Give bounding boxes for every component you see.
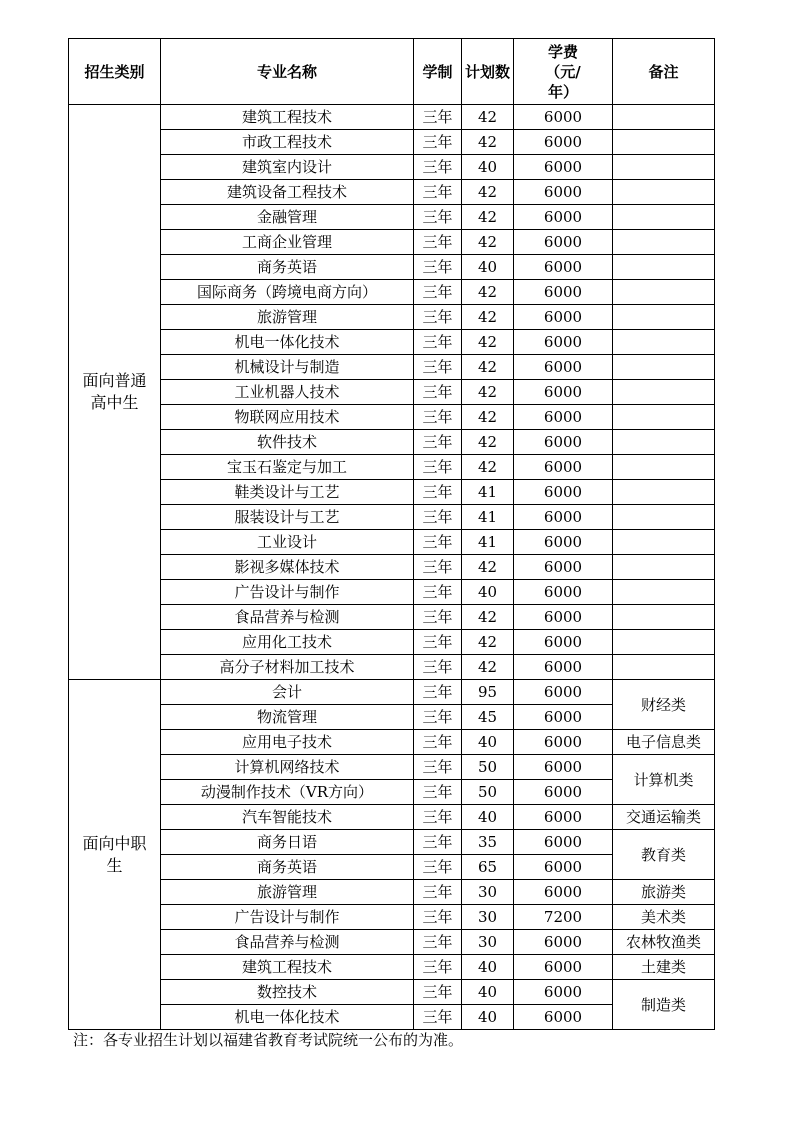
duration-cell: 三年 [414,305,462,330]
major-cell: 广告设计与制作 [161,580,414,605]
plan-cell: 41 [462,530,514,555]
table-row [69,955,715,980]
plan-cell: 40 [462,255,514,280]
major-cell: 软件技术 [161,430,414,455]
duration-cell: 三年 [414,355,462,380]
duration-cell: 三年 [414,155,462,180]
major-cell: 国际商务（跨境电商方向） [161,280,414,305]
major-cell: 物流管理 [161,705,414,730]
table-row [69,455,715,480]
plan-cell: 42 [462,330,514,355]
duration-cell: 三年 [414,905,462,930]
fee-cell: 6000 [514,980,613,1005]
major-cell: 食品营养与检测 [161,930,414,955]
major-cell: 商务英语 [161,255,414,280]
table-row [69,530,715,555]
table-row [69,830,715,855]
header-major: 专业名称 [161,39,414,105]
header-duration: 学制 [414,39,462,105]
fee-cell: 6000 [514,630,613,655]
major-cell: 金融管理 [161,205,414,230]
note-cell [613,555,715,580]
table-row [69,280,715,305]
major-cell: 旅游管理 [161,880,414,905]
duration-cell: 三年 [414,405,462,430]
note-cell: 财经类 [613,680,715,730]
duration-cell: 三年 [414,630,462,655]
fee-cell: 6000 [514,330,613,355]
duration-cell: 三年 [414,330,462,355]
duration-cell: 三年 [414,855,462,880]
enrollment-plan-table [68,38,715,1030]
note-cell [613,205,715,230]
fee-cell: 6000 [514,505,613,530]
plan-cell: 42 [462,355,514,380]
table-row [69,355,715,380]
major-cell: 汽车智能技术 [161,805,414,830]
table-row [69,655,715,680]
major-cell: 动漫制作技术（VR方向） [161,780,414,805]
plan-cell: 40 [462,955,514,980]
table-header-row [69,39,715,105]
header-plan: 计划数 [462,39,514,105]
duration-cell: 三年 [414,130,462,155]
table-row [69,230,715,255]
table-row [69,505,715,530]
table-row [69,180,715,205]
note-cell [613,405,715,430]
note-cell: 教育类 [613,830,715,880]
table-row [69,255,715,280]
plan-cell: 41 [462,480,514,505]
duration-cell: 三年 [414,955,462,980]
duration-cell: 三年 [414,680,462,705]
major-cell: 宝玉石鉴定与加工 [161,455,414,480]
plan-cell: 30 [462,880,514,905]
note-cell: 交通运输类 [613,805,715,830]
duration-cell: 三年 [414,105,462,130]
duration-cell: 三年 [414,455,462,480]
major-cell: 工商企业管理 [161,230,414,255]
fee-cell: 6000 [514,355,613,380]
category-cell-vocational: 面向中职生 [69,680,161,1030]
major-cell: 高分子材料加工技术 [161,655,414,680]
fee-cell: 6000 [514,780,613,805]
plan-cell: 42 [462,630,514,655]
fee-cell: 6000 [514,430,613,455]
major-cell: 商务英语 [161,855,414,880]
major-cell: 物联网应用技术 [161,405,414,430]
duration-cell: 三年 [414,705,462,730]
table-row [69,680,715,705]
major-cell: 建筑室内设计 [161,155,414,180]
fee-cell: 6000 [514,855,613,880]
fee-cell: 6000 [514,455,613,480]
fee-cell: 6000 [514,205,613,230]
plan-cell: 40 [462,980,514,1005]
table-row [69,130,715,155]
duration-cell: 三年 [414,755,462,780]
major-cell: 数控技术 [161,980,414,1005]
major-cell: 机电一体化技术 [161,1005,414,1030]
plan-cell: 42 [462,430,514,455]
header-category: 招生类别 [69,39,161,105]
major-cell: 市政工程技术 [161,130,414,155]
plan-cell: 40 [462,1005,514,1030]
duration-cell: 三年 [414,980,462,1005]
note-cell: 旅游类 [613,880,715,905]
major-cell: 计算机网络技术 [161,755,414,780]
note-cell [613,180,715,205]
duration-cell: 三年 [414,930,462,955]
fee-cell: 6000 [514,680,613,705]
major-cell: 建筑设备工程技术 [161,180,414,205]
category-cell-high-school: 面向普通高中生 [69,105,161,680]
fee-cell: 6000 [514,305,613,330]
note-cell [613,655,715,680]
major-cell: 应用电子技术 [161,730,414,755]
plan-cell: 42 [462,280,514,305]
header-fee: 学费（元/年） [514,39,613,105]
plan-cell: 42 [462,180,514,205]
duration-cell: 三年 [414,805,462,830]
note-cell: 农林牧渔类 [613,930,715,955]
plan-cell: 42 [462,405,514,430]
fee-cell: 6000 [514,705,613,730]
table-row [69,580,715,605]
plan-cell: 42 [462,205,514,230]
table-row [69,330,715,355]
note-cell: 电子信息类 [613,730,715,755]
fee-cell: 6000 [514,405,613,430]
note-cell [613,255,715,280]
duration-cell: 三年 [414,1005,462,1030]
plan-cell: 50 [462,755,514,780]
duration-cell: 三年 [414,430,462,455]
duration-cell: 三年 [414,180,462,205]
duration-cell: 三年 [414,555,462,580]
fee-cell: 6000 [514,530,613,555]
note-cell [613,455,715,480]
major-cell: 建筑工程技术 [161,955,414,980]
fee-cell: 6000 [514,730,613,755]
table-row [69,905,715,930]
fee-cell: 6000 [514,930,613,955]
fee-cell: 6000 [514,480,613,505]
fee-cell: 7200 [514,905,613,930]
plan-cell: 50 [462,780,514,805]
duration-cell: 三年 [414,880,462,905]
fee-cell: 6000 [514,280,613,305]
note-cell [613,505,715,530]
plan-cell: 45 [462,705,514,730]
major-cell: 应用化工技术 [161,630,414,655]
major-cell: 建筑工程技术 [161,105,414,130]
fee-cell: 6000 [514,830,613,855]
plan-cell: 35 [462,830,514,855]
fee-cell: 6000 [514,155,613,180]
plan-cell: 41 [462,505,514,530]
plan-cell: 40 [462,580,514,605]
fee-cell: 6000 [514,955,613,980]
plan-cell: 40 [462,805,514,830]
plan-cell: 42 [462,305,514,330]
fee-cell: 6000 [514,580,613,605]
fee-cell: 6000 [514,805,613,830]
fee-cell: 6000 [514,180,613,205]
plan-cell: 30 [462,930,514,955]
duration-cell: 三年 [414,280,462,305]
fee-cell: 6000 [514,1005,613,1030]
note-cell [613,330,715,355]
plan-cell: 42 [462,230,514,255]
note-cell [613,480,715,505]
note-cell [613,380,715,405]
major-cell: 机械设计与制造 [161,355,414,380]
fee-cell: 6000 [514,605,613,630]
table-row [69,480,715,505]
table-row [69,555,715,580]
plan-cell: 40 [462,155,514,180]
fee-cell: 6000 [514,555,613,580]
major-cell: 会计 [161,680,414,705]
plan-cell: 42 [462,380,514,405]
fee-cell: 6000 [514,230,613,255]
note-cell [613,130,715,155]
major-cell: 工业设计 [161,530,414,555]
fee-cell: 6000 [514,105,613,130]
note-cell: 制造类 [613,980,715,1030]
table-row [69,980,715,1005]
table-row [69,305,715,330]
fee-cell: 6000 [514,755,613,780]
plan-cell: 40 [462,730,514,755]
plan-cell: 42 [462,130,514,155]
note-cell [613,230,715,255]
plan-cell: 42 [462,455,514,480]
duration-cell: 三年 [414,480,462,505]
major-cell: 机电一体化技术 [161,330,414,355]
note-cell [613,355,715,380]
duration-cell: 三年 [414,780,462,805]
note-cell [613,530,715,555]
fee-cell: 6000 [514,880,613,905]
note-cell [613,155,715,180]
major-cell: 影视多媒体技术 [161,555,414,580]
note-cell: 土建类 [613,955,715,980]
note-cell [613,580,715,605]
major-cell: 服装设计与工艺 [161,505,414,530]
duration-cell: 三年 [414,605,462,630]
table-row [69,730,715,755]
plan-cell: 95 [462,680,514,705]
note-cell [613,430,715,455]
table-row [69,380,715,405]
table-row [69,755,715,780]
major-cell: 工业机器人技术 [161,380,414,405]
plan-cell: 42 [462,655,514,680]
fee-cell: 6000 [514,130,613,155]
fee-cell: 6000 [514,655,613,680]
plan-cell: 30 [462,905,514,930]
plan-cell: 65 [462,855,514,880]
fee-cell: 6000 [514,380,613,405]
fee-cell: 6000 [514,255,613,280]
note-cell [613,630,715,655]
note-cell [613,280,715,305]
duration-cell: 三年 [414,505,462,530]
duration-cell: 三年 [414,380,462,405]
duration-cell: 三年 [414,655,462,680]
table-row [69,605,715,630]
footnote: 注：各专业招生计划以福建省教育考试院统一公布的为准。 [73,1031,464,1049]
note-cell [613,605,715,630]
duration-cell: 三年 [414,580,462,605]
header-note: 备注 [613,39,715,105]
table-row [69,805,715,830]
duration-cell: 三年 [414,730,462,755]
note-cell: 计算机类 [613,755,715,805]
duration-cell: 三年 [414,530,462,555]
table-row [69,155,715,180]
note-cell: 美术类 [613,905,715,930]
table-row [69,930,715,955]
plan-cell: 42 [462,105,514,130]
plan-cell: 42 [462,555,514,580]
duration-cell: 三年 [414,830,462,855]
duration-cell: 三年 [414,205,462,230]
note-cell [613,305,715,330]
duration-cell: 三年 [414,255,462,280]
duration-cell: 三年 [414,230,462,255]
note-cell [613,105,715,130]
table-row [69,430,715,455]
table-row [69,105,715,130]
table-row [69,205,715,230]
major-cell: 食品营养与检测 [161,605,414,630]
plan-cell: 42 [462,605,514,630]
major-cell: 商务日语 [161,830,414,855]
major-cell: 鞋类设计与工艺 [161,480,414,505]
table-row [69,880,715,905]
table-row [69,630,715,655]
table-row [69,405,715,430]
major-cell: 旅游管理 [161,305,414,330]
major-cell: 广告设计与制作 [161,905,414,930]
